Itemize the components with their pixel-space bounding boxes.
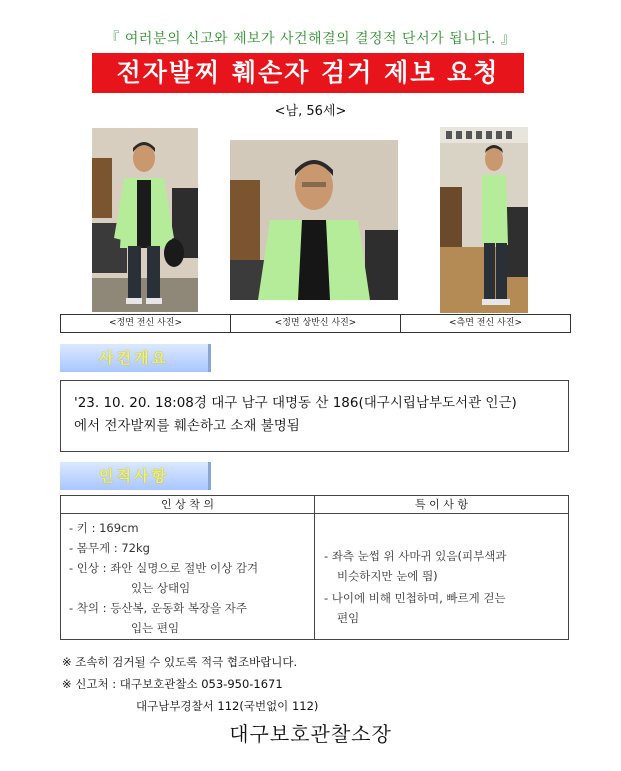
notice-police-contact: 대구남부경찰서 112(국번없이 112)	[136, 699, 319, 713]
photo-caption-row	[60, 314, 571, 333]
notice-cooperation: ※ 조속히 검거될 수 있도록 적극 협조바랍니다.	[62, 655, 298, 669]
photo-front-full	[92, 128, 198, 312]
special-mark: - 좌측 눈썹 위 사마귀 있음(피부색과	[324, 549, 507, 563]
photo-front-upper	[230, 140, 398, 300]
trait-height: - 키 : 169cm	[69, 521, 139, 535]
traits-table	[60, 495, 569, 640]
special-agility: - 나이에 비해 민첩하며, 빠르게 걷는	[324, 591, 506, 605]
incident-line-2: 에서 전자발찌를 훼손하고 소재 불명됨	[74, 418, 300, 434]
trait-weight: - 몸무게 : 72kg	[69, 541, 150, 555]
banner-title: 전자발찌 훼손자 검거 제보 요청	[92, 53, 524, 93]
slogan: 『 여러분의 신고와 제보가 사건해결의 결정적 단서가 됩니다. 』	[105, 31, 516, 47]
trait-clothing-cont: 입는 편임	[131, 621, 180, 635]
subtitle: <남, 56세>	[274, 104, 347, 119]
photo-side-full	[440, 127, 528, 313]
traits-section-tab: 인적사항	[60, 462, 211, 490]
incident-box	[60, 380, 569, 452]
incident-line-1: '23. 10. 20. 18:08경 대구 남구 대명동 산 186(대구시립남부도서관 인근)	[74, 395, 517, 411]
caption-front-upper: <정면 상반신 사진>	[231, 315, 401, 332]
special-agility-cont: 편임	[337, 611, 360, 625]
caption-side-full: <측면 전신 사진>	[449, 318, 522, 328]
special-mark-cont: 비슷하지만 눈에 띔)	[337, 569, 438, 583]
traits-right-header: 특 이 사 항	[315, 496, 568, 514]
caption-front-full: <정면 전신 사진>	[61, 315, 231, 332]
footer-organization: 대구보호관찰소장	[229, 722, 392, 746]
notice-report-contact: ※ 신고처 : 대구보호관찰소 053-950-1671	[62, 677, 283, 691]
trait-face: - 인상 : 좌안 실명으로 절반 이상 감겨	[69, 561, 259, 575]
trait-face-cont: 있는 상태임	[131, 581, 191, 595]
incident-section-tab: 사건개요	[60, 344, 211, 372]
trait-clothing: - 착의 : 등산복, 운동화 복장을 자주	[69, 601, 248, 615]
traits-left-header: 인 상 착 의	[61, 496, 314, 514]
traits-divider	[314, 496, 315, 639]
